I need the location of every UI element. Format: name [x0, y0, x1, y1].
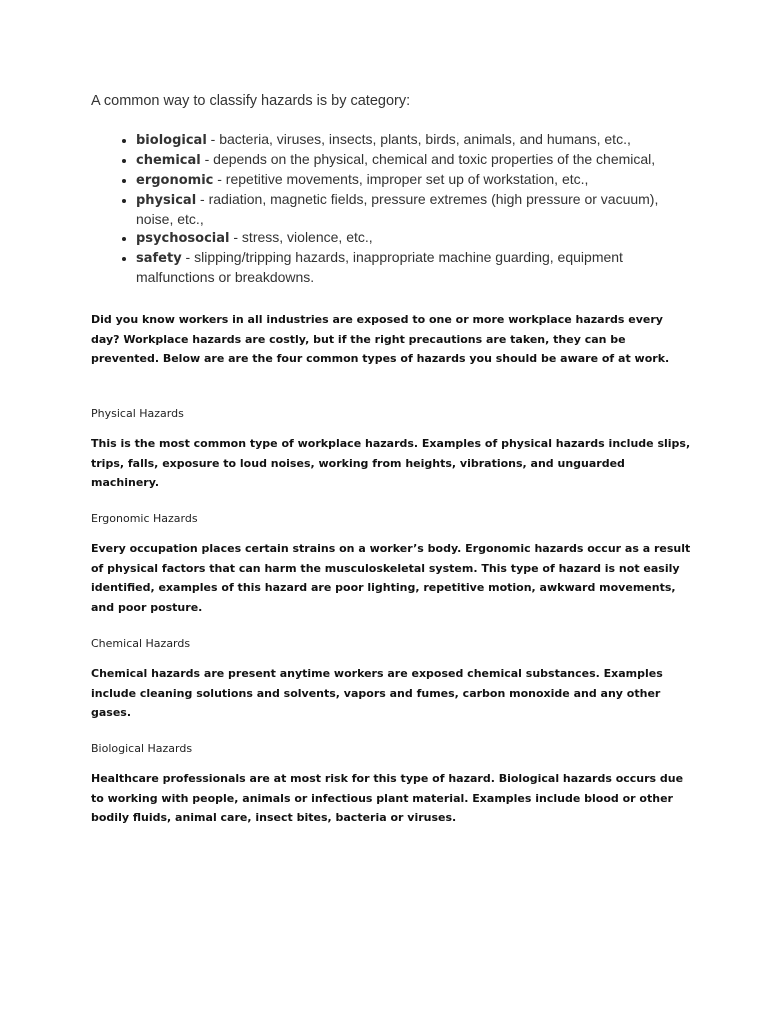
- section-body-biological: Healthcare professionals are at most risk for this type of hazard. Biological hazards occurs due to working with people, animals or infectious plant material. Examples include blood or other bodily fluids, animal care, insect bites, bacteria or viruses.: [91, 772, 684, 824]
- intro-paragraph: Did you know workers in all industries are exposed to one or more workplace hazards every day? Workplace hazards are costly, but if the right precautions are taken, they can be prevented. Below are are the four common types of hazards you should be aware of at work.: [91, 313, 670, 365]
- list-item-biological: [136, 130, 696, 150]
- section-heading-ergonomic: Ergonomic Hazards: [91, 512, 198, 525]
- section-body-ergonomic: Every occupation places certain strains on a worker’s body. Ergonomic hazards occur as a result of physical factors that can harm the musculoskeletal system. This type of hazard is not easily identified, examples of this hazard are poor lighting, repetitive motion, awkward movements, and poor posture.: [91, 542, 691, 614]
- list-item-chemical: [136, 150, 696, 170]
- category-term: safety: [136, 251, 182, 266]
- section-body-chemical: Chemical hazards are present anytime workers are exposed chemical substances. Examples include cleaning solutions and solvents, vapors and fumes, carbon monoxide and any other gases.: [91, 667, 663, 719]
- category-term: biological: [136, 133, 207, 148]
- section-heading-biological: Biological Hazards: [91, 742, 193, 755]
- category-term: physical: [136, 193, 197, 208]
- section-body-physical: This is the most common type of workplace hazards. Examples of physical hazards include slips, trips, falls, exposure to loud noises, working from heights, vibrations, and unguarded machinery.: [91, 437, 691, 489]
- list-item-psychosocial: [136, 228, 696, 248]
- category-term: psychosocial: [136, 231, 230, 246]
- list-item-physical: [136, 190, 696, 228]
- category-description: - slipping/tripping hazards, inappropriate machine guarding, equipment malfunctions or breakdowns.: [136, 249, 623, 285]
- category-description: - bacteria, viruses, insects, plants, birds, animals, and humans, etc.,: [206, 131, 631, 147]
- category-description: - stress, violence, etc.,: [229, 229, 373, 245]
- list-item-safety: [136, 248, 696, 286]
- section-heading-physical: Physical Hazards: [91, 407, 184, 420]
- category-term: chemical: [136, 153, 201, 168]
- category-description: - depends on the physical, chemical and toxic properties of the chemical,: [200, 151, 656, 167]
- category-term: ergonomic: [136, 173, 214, 188]
- category-description: - repetitive movements, improper set up of workstation, etc.,: [213, 171, 589, 187]
- list-item-ergonomic: [136, 170, 696, 190]
- section-heading-chemical: Chemical Hazards: [91, 637, 191, 650]
- category-description: - radiation, magnetic fields, pressure extremes (high pressure or vacuum), noise, etc.,: [136, 191, 659, 227]
- intro-line: A common way to classify hazards is by category:: [91, 93, 411, 109]
- hazard-category-list: [112, 130, 696, 286]
